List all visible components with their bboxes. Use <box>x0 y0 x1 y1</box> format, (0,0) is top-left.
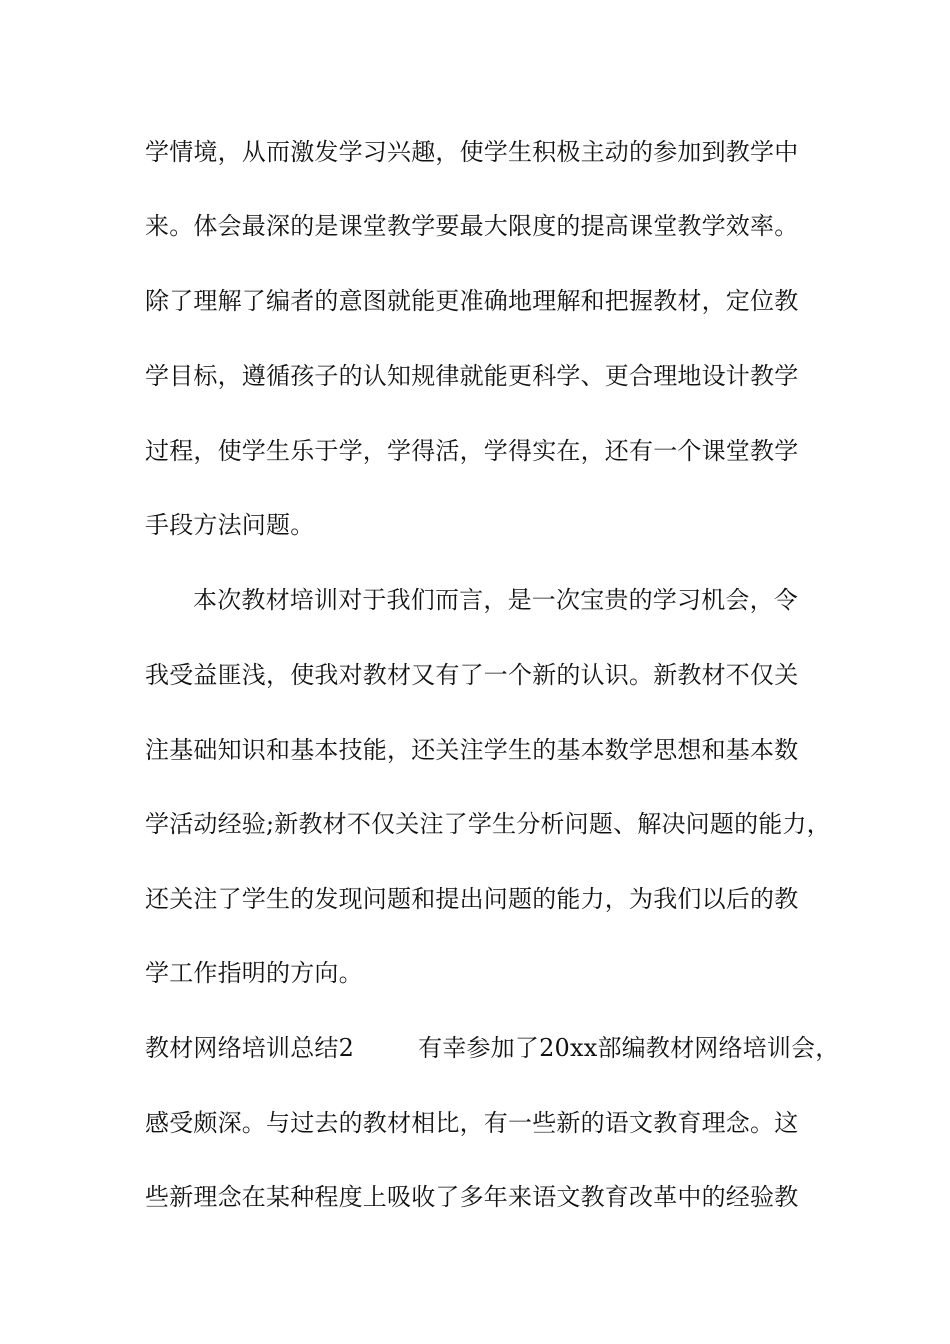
text-line: 感受颇深。与过去的教材相比，有一些新的语文教育理念。这 <box>145 1109 799 1137</box>
text-line: 注基础知识和基本技能，还关注学生的基本数学思想和基本数 <box>145 736 799 764</box>
text-line: 学工作指明的方向。 <box>145 959 363 987</box>
text-line: 手段方法问题。 <box>145 511 315 539</box>
text-line: 还关注了学生的发现问题和提出问题的能力，为我们以后的教 <box>145 885 799 913</box>
section-title: 教材网络培训总结2 <box>145 1034 355 1062</box>
text-line: 学情境，从而激发学习兴趣，使学生积极主动的参加到教学中 <box>145 138 799 166</box>
section-heading-line <box>145 1028 840 1068</box>
text-line: 学目标，遵循孩子的认知规律就能更科学、更合理地设计教学 <box>145 362 799 390</box>
section-first-text: 有幸参加了20xx部编教材网络培训会， <box>418 1034 840 1062</box>
text-line: 些新理念在某种程度上吸收了多年来语文教育改革中的经验教 <box>145 1183 799 1211</box>
text-line: 来。体会最深的是课堂教学要最大限度的提高课堂教学效率。 <box>145 212 799 240</box>
text-line: 过程，使学生乐于学，学得活，学得实在，还有一个课堂教学 <box>145 437 799 465</box>
text-line: 学活动经验;新教材不仅关注了学生分析问题、解决问题的能力， <box>145 810 831 838</box>
text-line: 除了理解了编者的意图就能更准确地理解和把握教材，定位教 <box>145 287 799 315</box>
text-line: 我受益匪浅，使我对教材又有了一个新的认识。新教材不仅关 <box>145 661 799 689</box>
paragraph-start-line: 本次教材培训对于我们而言，是一次宝贵的学习机会，令 <box>193 586 798 614</box>
